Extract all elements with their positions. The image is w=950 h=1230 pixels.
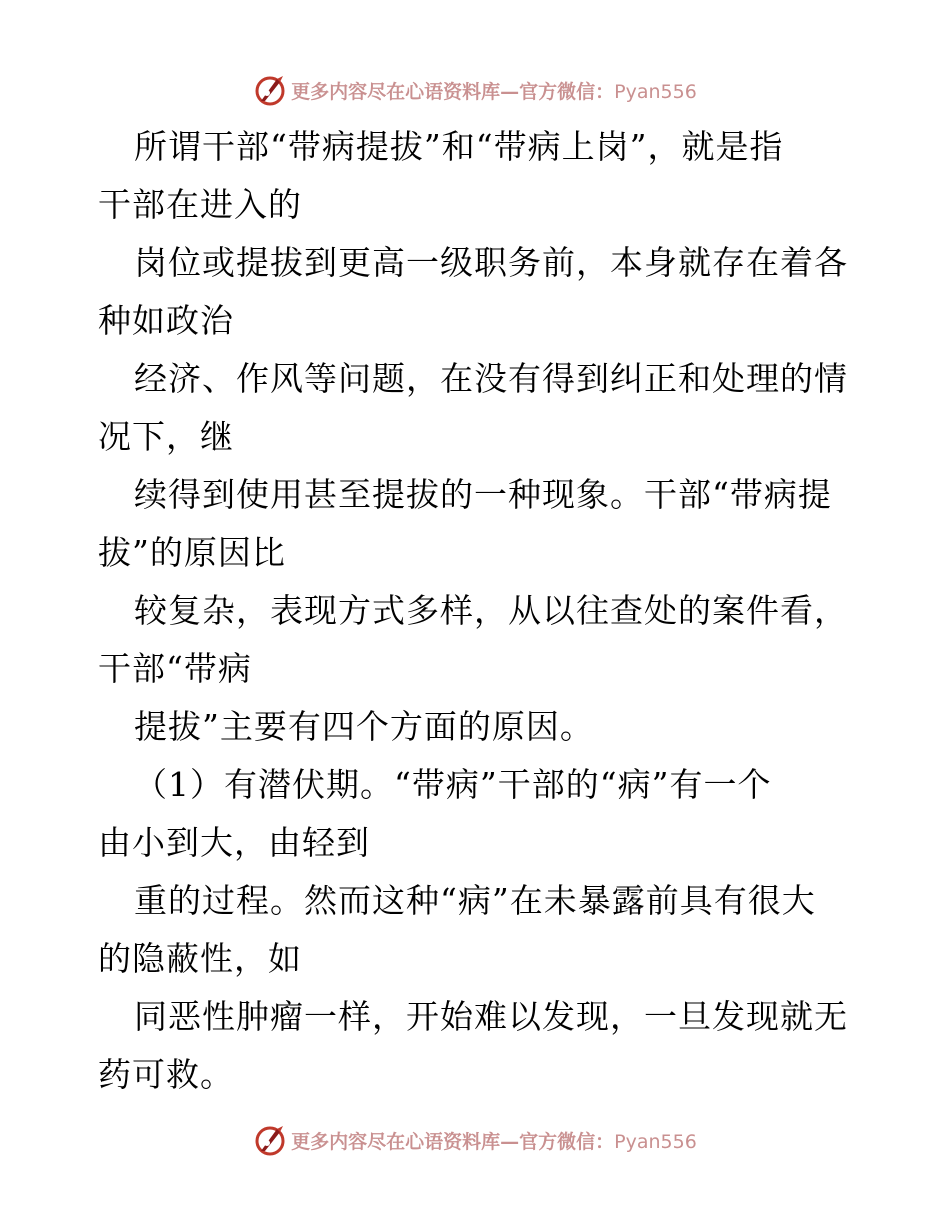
watermark-brand: 更多内容尽在心语资料库—官方微信： <box>291 80 615 103</box>
text-line: 经济、作风等问题，在没有得到纠正和处理的情 <box>134 359 848 398</box>
text-line: 拔”的原因比 <box>98 533 286 572</box>
text-line: 重的过程。然而这种“病”在未暴露前具有很大 <box>134 881 816 920</box>
watermark-wechat-id: Pyan556 <box>614 1130 697 1153</box>
text-line: 干部“带病 <box>98 649 252 688</box>
feather-pen-logo-icon <box>253 1123 287 1157</box>
watermark-brand: 更多内容尽在心语资料库—官方微信： <box>291 1130 615 1153</box>
text-line: 干部在进入的 <box>98 185 302 224</box>
text-line: 续得到使用甚至提拔的一种现象。干部“带病提 <box>134 475 832 514</box>
watermark-wechat-id: Pyan556 <box>614 80 697 103</box>
footer-watermark <box>0 1120 950 1160</box>
text-line: （1）有潜伏期。“带病”干部的“病”有一个 <box>134 765 772 804</box>
text-line: 由小到大，由轻到 <box>98 823 370 862</box>
text-line: 提拔”主要有四个方面的原因。 <box>134 707 594 746</box>
watermark-text <box>291 77 697 104</box>
text-line: 药可救。 <box>98 1055 234 1094</box>
text-line: 况下，继 <box>98 417 234 456</box>
text-line: 所谓干部“带病提拔”和“带病上岗”，就是指 <box>134 127 784 166</box>
text-line: 岗位或提拔到更高一级职务前，本身就存在着各 <box>134 243 848 282</box>
feather-pen-logo-icon <box>253 73 287 107</box>
header-watermark <box>0 70 950 110</box>
text-line: 同恶性肿瘤一样，开始难以发现，一旦发现就无 <box>134 997 848 1036</box>
watermark-text <box>291 1127 697 1154</box>
text-line: 种如政治 <box>98 301 234 340</box>
document-body <box>98 118 858 1104</box>
text-line: 的隐蔽性，如 <box>98 939 302 978</box>
text-line: 较复杂，表现方式多样，从以往查处的案件看， <box>134 591 848 630</box>
